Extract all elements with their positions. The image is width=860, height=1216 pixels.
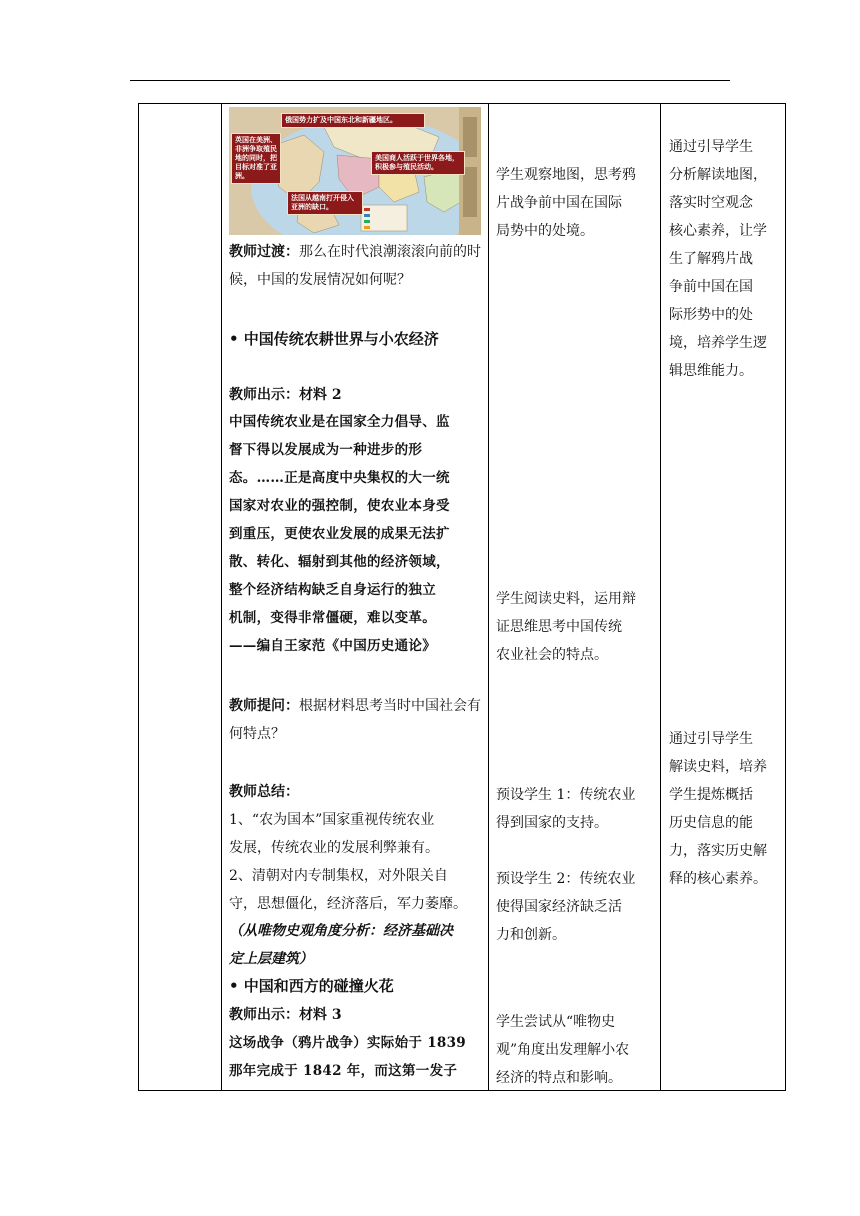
material-2-label: 教师出示：材料 2 [229, 387, 342, 403]
table-right-border [785, 103, 786, 1091]
map-callout-france: 法国从越南打开侵入亚洲的缺口。 [287, 191, 363, 215]
column-divider-1 [221, 103, 222, 1091]
transition-label: 教师过渡： [229, 244, 299, 260]
intent-line: 历史信息的能 [669, 815, 753, 831]
teacher-question [229, 692, 483, 748]
material-2-text [229, 408, 483, 660]
student-line: 学生观察地图，思考鸦 [496, 167, 636, 183]
student-line: 使得国家经济缺乏活 [496, 899, 622, 915]
intent-line: 际形势中的处 [669, 307, 753, 323]
student-answer-2 [496, 865, 656, 949]
column-divider-3 [660, 103, 661, 1091]
intent-line: 学生提炼概括 [669, 787, 753, 803]
student-line: 局势中的处境。 [496, 223, 594, 239]
material-2-line: 态。……正是高度中央集权的大一统 [229, 470, 450, 486]
summary-text [229, 806, 485, 918]
student-activity-map [496, 161, 656, 245]
material-2-line: 国家对农业的强控制，使农业本身受 [229, 498, 450, 514]
question-label: 教师提问： [229, 698, 299, 714]
intent-line: 力，落实历史解 [669, 843, 767, 859]
material-2-source: ——编自王家范《中国历史通论》 [229, 638, 436, 654]
summary-line: 1、“农为国本”国家重视传统农业 [229, 812, 435, 828]
intent-line: 通过引导学生 [669, 731, 753, 747]
student-answer-1 [496, 781, 656, 837]
material-3-label: 教师出示：材料 3 [229, 1007, 342, 1023]
table-bottom-border [138, 1090, 786, 1091]
material-3-line: 那年完成于 1842 年，而这第一发子 [229, 1063, 458, 1079]
material-2-line: 散、转化、辐射到其他的经济领域， [229, 554, 450, 570]
intent-line: 辑思维能力。 [669, 363, 753, 379]
summary-line: 发展，传统农业的发展利弊兼有。 [229, 840, 439, 856]
intent-line: 通过引导学生 [669, 139, 753, 155]
material-2-line: 整个经济结构缺乏自身运行的独立 [229, 582, 436, 598]
analysis-line: 定上层建筑） [229, 951, 313, 967]
intent-line: 落实时空观念 [669, 195, 753, 211]
student-line: 学生尝试从“唯物史 [496, 1014, 616, 1030]
intent-line: 释的核心素养。 [669, 871, 767, 887]
material-2-line: 机制，变得非常僵硬，难以变革。 [229, 610, 436, 626]
table-left-border [138, 103, 139, 1091]
intent-line: 生了解鸦片战 [669, 251, 753, 267]
column-divider-2 [488, 103, 489, 1091]
summary-label: 教师总结： [229, 784, 299, 800]
student-line: 学生阅读史料，运用辩 [496, 591, 636, 607]
material-3-line: 这场战争（鸦片战争）实际始于 1839 [229, 1035, 466, 1051]
map-callout-usa: 美国商人活跃于世界各地，积极参与殖民活动。 [371, 151, 465, 175]
analysis-line: （从唯物史观角度分析：经济基础决 [229, 923, 453, 939]
student-activity-reading [496, 585, 656, 669]
student-line: 证思维思考中国传统 [496, 619, 622, 635]
materialism-analysis [229, 917, 483, 973]
student-line: 预设学生 1：传统农业 [496, 787, 636, 803]
student-line: 得到国家的支持。 [496, 815, 608, 831]
student-activity-materialism [496, 1008, 656, 1092]
table-top-border [138, 103, 786, 104]
material-2-line: 督下得以发展成为一种进步的形 [229, 442, 423, 458]
section-heading-collision: • 中国和西方的碰撞火花 [229, 977, 394, 995]
section-heading-farming: • 中国传统农耕世界与小农经济 [229, 330, 439, 348]
student-line: 力和创新。 [496, 927, 566, 943]
student-line: 片战争前中国在国际 [496, 195, 622, 211]
teacher-transition [229, 238, 483, 294]
intent-line: 分析解读地图， [669, 167, 767, 183]
student-line: 预设学生 2：传统农业 [496, 871, 636, 887]
map-callout-russia: 俄国势力扩及中国东北和新疆地区。 [281, 113, 425, 128]
design-intent-map [669, 133, 779, 385]
intent-line: 核心素养，让学 [669, 223, 767, 239]
header-rule [130, 80, 730, 81]
lesson-table [138, 103, 786, 1091]
design-intent-materials [669, 725, 779, 893]
material-2-line: 到重压，更使农业发展的成果无法扩 [229, 526, 450, 542]
map-callout-britain: 英国在美洲、非洲争取殖民地的同时，把目标对准了亚洲。 [231, 133, 281, 184]
world-map-image [229, 107, 481, 235]
student-line: 观”角度出发理解小农 [496, 1042, 630, 1058]
intent-line: 解读史料，培养 [669, 759, 767, 775]
material-3-text [229, 1029, 485, 1085]
intent-line: 境，培养学生逻 [669, 335, 767, 351]
material-2-line: 中国传统农业是在国家全力倡导、监 [229, 414, 450, 430]
summary-line: 守，思想僵化，经济落后，军力萎靡。 [229, 896, 467, 912]
transition-text: 那么在时代浪潮滚滚向前的时候，中国的发展情况如何呢？ [229, 244, 481, 288]
student-line: 农业社会的特点。 [496, 647, 608, 663]
question-text: 根据材料思考当时中国社会有何特点？ [229, 698, 481, 742]
student-line: 经济的特点和影响。 [496, 1070, 622, 1086]
intent-line: 争前中国在国 [669, 279, 753, 295]
summary-line: 2、清朝对内专制集权，对外限关自 [229, 868, 448, 884]
